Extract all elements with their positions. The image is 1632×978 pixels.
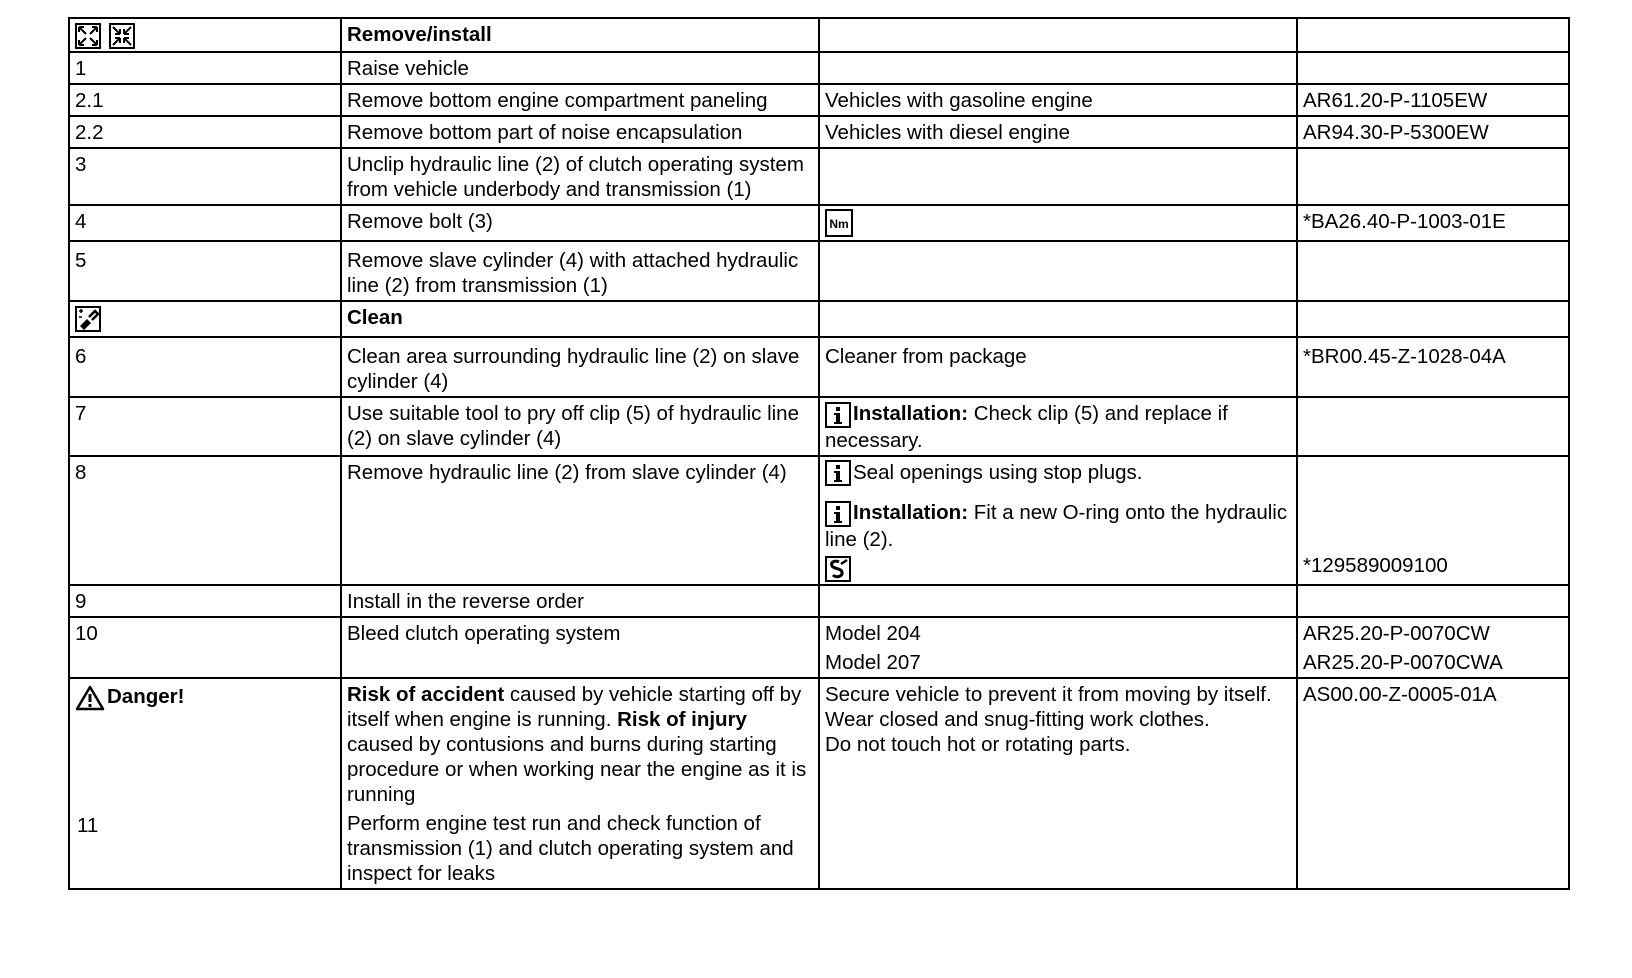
step-reference-link[interactable]: *BA26.40-P-1003-01E bbox=[1297, 205, 1569, 241]
step-text: Clean area surrounding hydraulic line (2) on slave cylinder (4) bbox=[341, 337, 819, 397]
step-number: 5 bbox=[69, 241, 341, 301]
step-number: 1 bbox=[69, 52, 341, 84]
table-row bbox=[69, 241, 1569, 301]
step-reference bbox=[1297, 585, 1569, 617]
table-row bbox=[69, 678, 1569, 889]
installation-note: Check clip (5) and replace if necessary. bbox=[825, 402, 1228, 452]
step-reference bbox=[1297, 241, 1569, 301]
step-reference-cell bbox=[1297, 456, 1569, 586]
step-note: Vehicles with gasoline engine bbox=[819, 84, 1297, 116]
cleaning-icon bbox=[75, 306, 101, 332]
step-text: Raise vehicle bbox=[341, 52, 819, 84]
table-row bbox=[69, 205, 1569, 241]
step-reference-link[interactable]: AR25.20-P-0070CWA bbox=[1303, 651, 1503, 675]
danger-warning bbox=[75, 684, 335, 711]
step-reference-link[interactable]: AS00.00-Z-0005-01A bbox=[1297, 678, 1569, 889]
step-text: Remove bottom part of noise encapsulation bbox=[341, 116, 819, 148]
special-tool-icon[interactable] bbox=[825, 556, 851, 582]
step-number: 3 bbox=[69, 148, 341, 205]
section-title-clean: Clean bbox=[341, 301, 819, 337]
step-reference-link[interactable]: AR94.30-P-5300EW bbox=[1297, 116, 1569, 148]
danger-cell bbox=[69, 678, 341, 889]
step-reference bbox=[1297, 52, 1569, 84]
table-row bbox=[69, 301, 1569, 337]
step-note bbox=[819, 52, 1297, 84]
table-row bbox=[69, 585, 1569, 617]
table-row bbox=[69, 617, 1569, 678]
step-text: Install in the reverse order bbox=[341, 585, 819, 617]
step-note bbox=[819, 205, 1297, 241]
installation-label: Installation: bbox=[853, 501, 969, 525]
step-note bbox=[819, 585, 1297, 617]
step-note bbox=[819, 456, 1297, 586]
torque-nm-icon[interactable] bbox=[825, 209, 853, 237]
step-text: Remove bolt (3) bbox=[341, 205, 819, 241]
step-number: 11 bbox=[77, 814, 99, 838]
section-title-remove-install: Remove/install bbox=[341, 18, 819, 52]
step-reference-link[interactable]: AR25.20-P-0070CW bbox=[1303, 622, 1490, 646]
table-row bbox=[69, 148, 1569, 205]
table-row bbox=[69, 456, 1569, 586]
step-note: Cleaner from package bbox=[819, 337, 1297, 397]
step-text: Use suitable tool to pry off clip (5) of hydraulic line (2) on slave cylinder (4) bbox=[341, 397, 819, 456]
step-number: 2.2 bbox=[69, 116, 341, 148]
step-text: Remove hydraulic line (2) from slave cylinder (4) bbox=[341, 456, 819, 586]
info-icon bbox=[825, 402, 851, 428]
step-reference-link[interactable]: *BR00.45-Z-1028-04A bbox=[1297, 337, 1569, 397]
warning-triangle-icon bbox=[75, 685, 105, 711]
step-note bbox=[819, 241, 1297, 301]
step-text: Unclip hydraulic line (2) of clutch operating system from vehicle underbody and transmission (1) bbox=[341, 148, 819, 205]
step-text: Remove bottom engine compartment paneling bbox=[341, 84, 819, 116]
table-row bbox=[69, 52, 1569, 84]
step-reference-link[interactable]: AR61.20-P-1105EW bbox=[1297, 84, 1569, 116]
model-204-note: Model 204 bbox=[825, 622, 921, 646]
info-icon bbox=[825, 501, 851, 527]
table-row bbox=[69, 397, 1569, 456]
model-207-note: Model 207 bbox=[825, 651, 921, 675]
safety-measures: Secure vehicle to prevent it from moving by itself. Wear closed and snug-fitting work clothes. Do not touch hot or rotating parts. bbox=[819, 678, 1297, 889]
installation-label: Installation: bbox=[853, 402, 969, 425]
step-note bbox=[819, 617, 1297, 678]
step-number: 6 bbox=[69, 337, 341, 397]
step-note bbox=[819, 397, 1297, 456]
step-text: Bleed clutch operating system bbox=[341, 617, 819, 678]
step-note: Vehicles with diesel engine bbox=[819, 116, 1297, 148]
clean-icon-cell bbox=[69, 301, 341, 337]
table-row bbox=[69, 116, 1569, 148]
step-number: 4 bbox=[69, 205, 341, 241]
step-number: 7 bbox=[69, 397, 341, 456]
expand-arrows-icon bbox=[75, 23, 101, 49]
step-number: 2.1 bbox=[69, 84, 341, 116]
table-row bbox=[69, 84, 1569, 116]
oring-note: Installation: Fit a new O-ring onto the hydraulic line (2). bbox=[825, 501, 1288, 551]
table-row bbox=[69, 18, 1569, 52]
procedure-table bbox=[68, 17, 1570, 890]
table-row bbox=[69, 337, 1569, 397]
step-reference bbox=[1297, 397, 1569, 456]
step-reference-link[interactable]: *129589009100 bbox=[1303, 554, 1448, 578]
danger-label: Danger! bbox=[107, 685, 185, 709]
step-reference bbox=[1297, 148, 1569, 205]
step-note bbox=[819, 148, 1297, 205]
header-icons-cell bbox=[69, 18, 341, 52]
info-icon bbox=[825, 460, 851, 486]
danger-description bbox=[341, 678, 819, 889]
step-text: Remove slave cylinder (4) with attached hydraulic line (2) from transmission (1) bbox=[341, 241, 819, 301]
step-text: Perform engine test run and check function of transmission (1) and clutch operating system and inspect for leaks bbox=[347, 812, 794, 886]
step-number: 10 bbox=[69, 617, 341, 678]
torque-icon-label: Nm bbox=[829, 217, 849, 231]
risk-text: Risk of accident caused by vehicle starting off by itself when engine is running. Risk of injury caused by contusions and burns during starting procedure or when working near the engine as it is running bbox=[347, 683, 812, 807]
step-number: 8 bbox=[69, 456, 341, 586]
seal-note: Seal openings using stop plugs. bbox=[825, 460, 1291, 487]
step-reference bbox=[1297, 617, 1569, 678]
step-number: 9 bbox=[69, 585, 341, 617]
collapse-arrows-icon bbox=[109, 23, 135, 49]
